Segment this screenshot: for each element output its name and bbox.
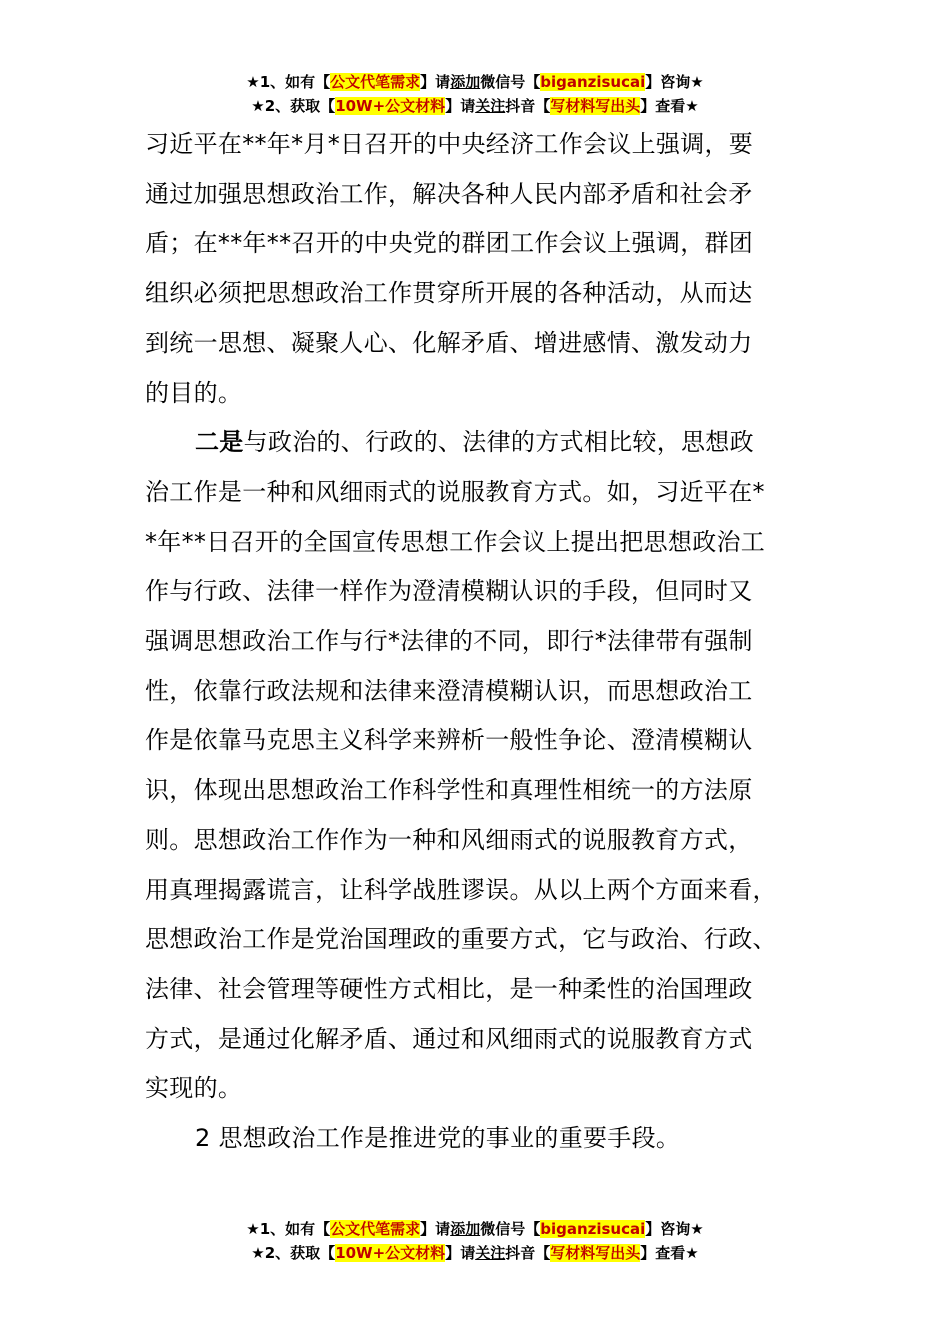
text-line: 性，依靠行政法规和法律来澄清模糊认识，而思想政治工 <box>145 676 753 705</box>
bold-lead: 二是 <box>195 428 244 457</box>
text-line: 盾；在**年**召开的中央党的群团工作会议上强调，群团 <box>145 229 754 258</box>
underlined-text: 关注 <box>475 97 506 115</box>
underlined-text: 添加 <box>450 1220 481 1238</box>
douyin-id: 写材料写出头 <box>550 1244 641 1262</box>
text-line: *年**日召开的全国宣传思想工作会议上提出把思想政治工 <box>145 527 766 556</box>
banner-text: 】查看★ <box>640 1244 699 1262</box>
banner-line-1 <box>0 70 950 94</box>
text-line: 的目的。 <box>145 378 243 407</box>
text-line: 作与行政、法律一样作为澄清模糊认识的手段，但同时又 <box>145 577 753 606</box>
paragraph-start <box>145 418 805 468</box>
text-line: 用真理揭露谎言，让科学战胜谬误。从以上两个方面来看， <box>145 875 777 904</box>
banner-line-2 <box>0 1241 950 1265</box>
highlight-text: 10W+公文材料 <box>335 97 446 115</box>
text-line: 识，体现出思想政治工作科学性和真理性相统一的方法原 <box>145 776 753 805</box>
highlight-text: 10W+公文材料 <box>335 1244 446 1262</box>
text-line: 强调思想政治工作与行*法律的不同，即行*法律带有强制 <box>145 627 753 656</box>
douyin-id: 写材料写出头 <box>550 97 641 115</box>
text-line: 则。思想政治工作作为一种和风细雨式的说服教育方式， <box>145 825 753 854</box>
banner-line-2 <box>0 94 950 118</box>
wechat-id: biganzisucai <box>540 1220 646 1238</box>
text-line: 思想政治工作是党治国理政的重要方式，它与政治、行政、 <box>145 925 777 954</box>
text-line: 到统一思想、凝聚人心、化解矛盾、增进感情、激发动力 <box>145 328 753 357</box>
footer-banner <box>0 1217 950 1265</box>
text-line: 治工作是一种和风细雨式的说服教育方式。如，习近平在* <box>145 477 765 506</box>
highlight-text: 公文代笔需求 <box>330 73 421 91</box>
text-line: 组织必须把思想政治工作贯穿所开展的各种活动，从而达 <box>145 279 753 308</box>
underlined-text: 添加 <box>450 73 481 91</box>
banner-text: 微信号【 <box>480 73 541 91</box>
banner-text: 】咨询★ <box>645 1220 704 1238</box>
text-line: 作是依靠马克思主义科学来辨析一般性争论、澄清模糊认 <box>145 726 753 755</box>
banner-line-1 <box>0 1217 950 1241</box>
wechat-id: biganzisucai <box>540 73 646 91</box>
banner-text: 抖音【 <box>505 1244 551 1262</box>
banner-text: 】请 <box>445 1244 476 1262</box>
banner-text: 微信号【 <box>480 1220 541 1238</box>
banner-text: 抖音【 <box>505 97 551 115</box>
banner-text: ★1、如有【 <box>246 73 331 91</box>
text-line: 实现的。 <box>145 1074 243 1103</box>
text-line: 习近平在**年*月*日召开的中央经济工作会议上强调，要 <box>145 130 754 158</box>
document-body <box>145 120 805 1164</box>
banner-text: ★1、如有【 <box>246 1220 331 1238</box>
banner-text: 】查看★ <box>640 97 699 115</box>
text-line: 方式，是通过化解矛盾、通过和风细雨式的说服教育方式 <box>145 1024 753 1053</box>
banner-text: ★2、获取【 <box>251 97 336 115</box>
text-span: 与政治的、行政的、法律的方式相比较，思想政 <box>243 428 754 457</box>
underlined-text: 关注 <box>475 1244 506 1262</box>
banner-text: 】请 <box>420 73 451 91</box>
text-line: 法律、社会管理等硬性方式相比，是一种柔性的治国理政 <box>145 974 753 1003</box>
text-line: 通过加强思想政治工作，解决各种人民内部矛盾和社会矛 <box>145 179 753 208</box>
section-heading: 2 思想政治工作是推进党的事业的重要手段。 <box>195 1124 681 1153</box>
highlight-text: 公文代笔需求 <box>330 1220 421 1238</box>
banner-text: ★2、获取【 <box>251 1244 336 1262</box>
banner-text: 】请 <box>420 1220 451 1238</box>
header-banner <box>0 70 950 118</box>
banner-text: 】请 <box>445 97 476 115</box>
banner-text: 】咨询★ <box>645 73 704 91</box>
